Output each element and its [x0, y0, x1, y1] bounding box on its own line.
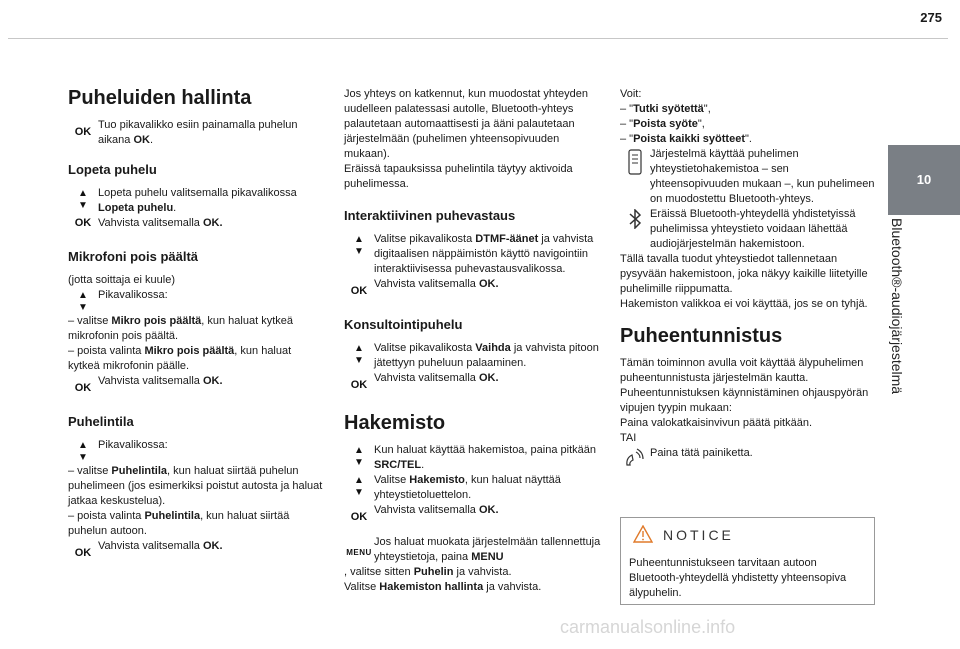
watermark: carmanualsonline.info	[560, 617, 736, 637]
phone-directory-text: Järjestelmä käyttää puhelimen yhteystietohakemistoa – sen yhteensopivuuden mukaan –, kun puhelimeen on muodostettu Bluetooth-yhteys.	[650, 148, 875, 205]
ok-icon: OK	[350, 285, 368, 297]
top-divider	[8, 38, 948, 39]
confirm-text: Vahvista valitsemalla OK.	[98, 217, 223, 229]
edit-contacts-text: Jos haluat muokata järjestelmään tallennettuja yhteystietoja, paina MENU	[374, 536, 601, 563]
page-number: 275	[920, 10, 942, 25]
up-down-arrows-icon: ▲ ▼	[354, 234, 364, 257]
option-view: – "Tutki syötettä",	[620, 103, 711, 115]
up-down-arrows-icon: ▲ ▼	[78, 188, 88, 211]
up-down-arrows-icon: ▲ ▼	[354, 343, 364, 366]
ok-icon: OK	[350, 379, 368, 391]
voice-text-1: Tämän toiminnon avulla voit käyttää älypuhelimen puheentunnistusta järjestelmän kautta.	[620, 357, 864, 384]
heading-ivr: Interaktiivinen puhevastaus	[344, 208, 516, 223]
heading-phone-mode: Puhelintila	[68, 414, 134, 429]
section-title-directory: Hakemisto	[344, 412, 446, 434]
option-delete-all: – "Poista kaikki syötteet".	[620, 133, 752, 145]
ok-icon: OK	[74, 126, 92, 138]
chapter-title: Bluetooth®-audiojärjestelmä	[889, 218, 905, 395]
phone-mode-option-1: – valitse Puhelintila, kun haluat siirtää puhelun puhelimeen (jos esimerkiksi poistut autosta ja haluat jatkaa keskustelua).	[68, 465, 323, 507]
voice-command-icon	[620, 446, 650, 473]
mic-menu-text: Pikavalikossa:	[98, 289, 168, 301]
dtmf-text: Valitse pikavalikosta DTMF-äänet ja vahvista digitaalisen näppäimistön käyttö navigointiin interaktiivisessa puhevastausvalikossa.	[374, 233, 594, 275]
bluetooth-text-1: Eräissä Bluetooth-yhteydellä yhdistetyissä puhelimissa yhteystieto voidaan lähettää audiojärjestelmän hakemistoon.	[650, 208, 856, 250]
column-2	[344, 87, 602, 595]
notice-header	[621, 518, 874, 552]
manage-directory-text: Valitse Hakemiston hallinta ja vahvista.	[344, 581, 542, 593]
chapter-title-vertical	[880, 218, 910, 448]
phone-mode-option-2: – poista valinta Puhelintila, kun haluat siirtää puhelun autoon.	[68, 510, 290, 537]
column-3	[620, 87, 876, 473]
bluetooth-text-2: Tällä tavalla tuodut yhteystiedot tallennetaan pysyvään hakemistoon, joka näkyy kaikille liitetyille puhelimille riippumatta.	[620, 253, 868, 295]
heading-mic-off: Mikrofoni pois päältä	[68, 249, 199, 264]
confirm-text: Vahvista valitsemalla OK.	[374, 278, 499, 290]
reconnect-paragraph: Jos yhteys on katkennut, kun muodostat yhteyden uudelleen palatessasi autolle, Bluetooth-yhteys palautetaan automaattisesti ja ääni palautetaan järjestelmään (puhelimen yhteensopivuuden mukaan).	[344, 88, 588, 160]
notice-text: Puheentunnistukseen tarvitaan autoon Bluetooth-yhteydellä yhdistetty yhteensopiva älypuhelin.	[629, 557, 847, 599]
up-down-arrows-icon: ▲ ▼	[78, 290, 88, 313]
voice-text-2: Puheentunnistuksen käynnistäminen ohjauspyörän vipujen tyypin mukaan:	[620, 387, 869, 414]
ok-icon: OK	[74, 547, 92, 559]
ok-icon: OK	[74, 217, 92, 229]
up-down-arrows-icon: ▲ ▼	[78, 440, 88, 463]
voice-press-text: Paina tätä painiketta.	[650, 447, 753, 459]
heading-end-call: Lopeta puhelu	[68, 162, 157, 177]
voice-text-or: TAI	[620, 432, 637, 444]
notice-title: NOTICE	[663, 526, 734, 543]
confirm-text: Vahvista valitsemalla OK.	[374, 504, 499, 516]
directory-select-text: Valitse Hakemisto, kun haluat näyttää yhteystietoluettelon.	[374, 474, 561, 501]
section-title-voice-recognition: Puheentunnistus	[620, 325, 783, 347]
switch-text: Valitse pikavalikosta Vaihda ja vahvista pitoon jätettyyn puheluun palaaminen.	[374, 342, 599, 369]
intro-text: Tuo pikavalikko esiin painamalla puhelun aikana OK.	[98, 119, 298, 146]
phone-mode-menu-text: Pikavalikossa:	[98, 439, 168, 451]
options-intro: Voit:	[620, 88, 642, 100]
column-1	[68, 80, 326, 561]
notice-box	[620, 517, 875, 605]
phone-icon	[620, 147, 650, 180]
heading-consultation-call: Konsultointipuhelu	[344, 317, 463, 332]
up-down-arrows-icon: ▲ ▼	[354, 445, 364, 468]
confirm-text: Vahvista valitsemalla OK.	[98, 375, 223, 387]
chapter-tab: 10	[888, 145, 960, 215]
option-delete: – "Poista syöte",	[620, 118, 705, 130]
end-call-text: Lopeta puhelu valitsemalla pikavalikossa Lopeta puhelu.	[98, 187, 297, 214]
voice-text-3: Paina valokatkaisinvivun päätä pitkään.	[620, 417, 813, 429]
phone-mode-paragraph: Eräissä tapauksissa puhelintila täytyy aktivoida puhelimessa.	[344, 163, 573, 190]
up-down-arrows-icon: ▲ ▼	[354, 475, 364, 498]
warning-icon	[633, 525, 663, 546]
bluetooth-text-3: Hakemiston valikkoa ei voi käyttää, jos se on tyhjä.	[620, 298, 868, 310]
confirm-text: Vahvista valitsemalla OK.	[374, 372, 499, 384]
mic-option-1: – valitse Mikro pois päältä, kun haluat kytkeä mikrofonin pois päältä.	[68, 315, 294, 342]
mic-note: (jotta soittaja ei kuule)	[68, 274, 175, 286]
edit-contacts-text-cont: , valitse sitten Puhelin ja vahvista.	[344, 566, 512, 578]
bluetooth-icon	[620, 207, 650, 234]
confirm-text: Vahvista valitsemalla OK.	[98, 540, 223, 552]
ok-icon: OK	[350, 511, 368, 523]
mic-option-2: – poista valinta Mikro pois päältä, kun haluat kytkeä mikrofonin päälle.	[68, 345, 292, 372]
menu-icon: MENU	[346, 548, 372, 557]
directory-open-text: Kun haluat käyttää hakemistoa, paina pitkään SRC/TEL.	[374, 444, 596, 471]
ok-icon: OK	[74, 382, 92, 394]
section-title-call-management: Puheluiden hallinta	[68, 87, 252, 109]
